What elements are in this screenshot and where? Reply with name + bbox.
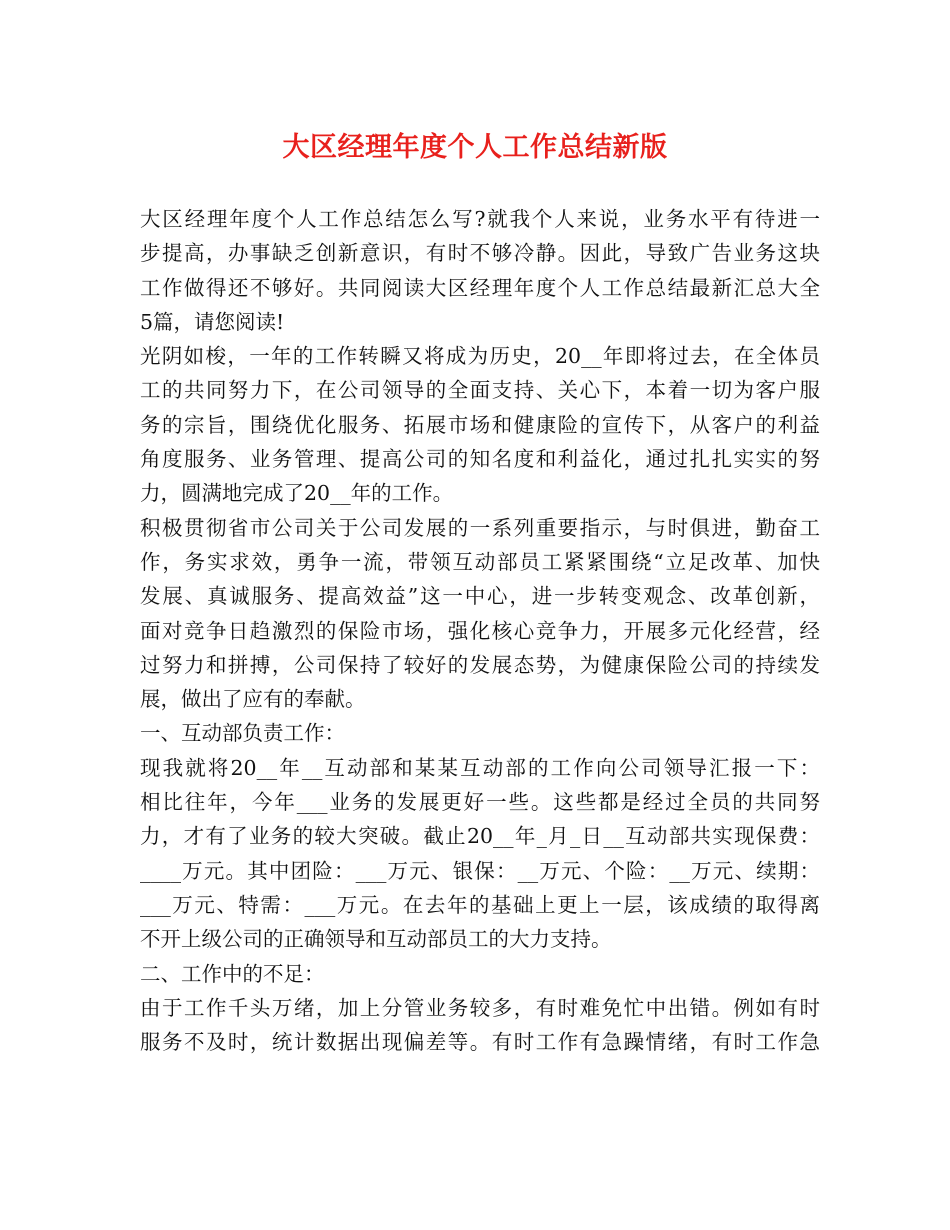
section-heading: 二、工作中的不足： xyxy=(140,961,325,986)
body-line: 力，圆满地完成了20__年的工作。 xyxy=(140,481,454,506)
document-body xyxy=(140,202,820,1059)
body-line: 现我就将20__年__互动部和某某互动部的工作向公司领导汇报一下： xyxy=(140,755,820,780)
body-line: 工的共同努力下，在公司领导的全面支持、关心下，本着一切为客户服 xyxy=(140,378,820,403)
body-line: 大区经理年度个人工作总结怎么写?就我个人来说，业务水平有待进一 xyxy=(140,207,820,231)
body-line: 5篇，请您阅读! xyxy=(140,309,285,334)
body-line: 步提高，办事缺乏创新意识，有时不够冷静。因此，导致广告业务这块 xyxy=(140,241,820,266)
body-line: 角度服务、业务管理、提高公司的知名度和利益化，通过扎扎实实的努 xyxy=(140,447,820,472)
body-line: 务的宗旨，围绕优化服务、拓展市场和健康险的宣传下，从客户的利益 xyxy=(140,412,820,437)
body-line: ___万元、特需：___万元。在去年的基础上更上一层，该成绩的取得离 xyxy=(140,892,820,917)
body-line: 作，务实求效，勇争一流，带领互动部员工紧紧围绕“立足改革、加快 xyxy=(140,549,820,574)
section-heading: 一、互动部负责工作： xyxy=(140,721,345,746)
document-title: 大区经理年度个人工作总结新版 xyxy=(282,132,668,163)
body-line: 积极贯彻省市公司关于公司发展的一系列重要指示，与时俱进，勤奋工 xyxy=(140,515,820,540)
body-line: 由于工作千头万绪，加上分管业务较多，有时难免忙中出错。例如有时 xyxy=(140,995,820,1020)
body-line: 发展、真诚服务、提高效益”这一中心，进一步转变观念、改革创新， xyxy=(140,584,820,609)
body-line: 面对竞争日趋激烈的保险市场，强化核心竞争力，开展多元化经营，经 xyxy=(140,618,820,643)
body-line: 相比往年，今年___业务的发展更好一些。这些都是经过全员的共同努 xyxy=(140,790,820,815)
body-line: 力，才有了业务的较大突破。截止20__年_月_日__互动部共实现保费： xyxy=(140,824,820,849)
body-line: 不开上级公司的正确领导和互动部员工的大力支持。 xyxy=(140,927,612,952)
body-line: 展，做出了应有的奉献。 xyxy=(140,687,366,712)
body-line: 光阴如梭，一年的工作转瞬又将成为历史，20__年即将过去，在全体员 xyxy=(140,344,820,369)
body-line: ____万元。其中团险：___万元、银保：__万元、个险：__万元、续期： xyxy=(140,858,820,883)
body-line: 服务不及时，统计数据出现偏差等。有时工作有急躁情绪，有时工作急 xyxy=(140,1030,820,1055)
body-line: 过努力和拼搏，公司保持了较好的发展态势，为健康保险公司的持续发 xyxy=(140,652,820,677)
body-line: 工作做得还不够好。共同阅读大区经理年度个人工作总结最新汇总大全 xyxy=(140,275,820,300)
